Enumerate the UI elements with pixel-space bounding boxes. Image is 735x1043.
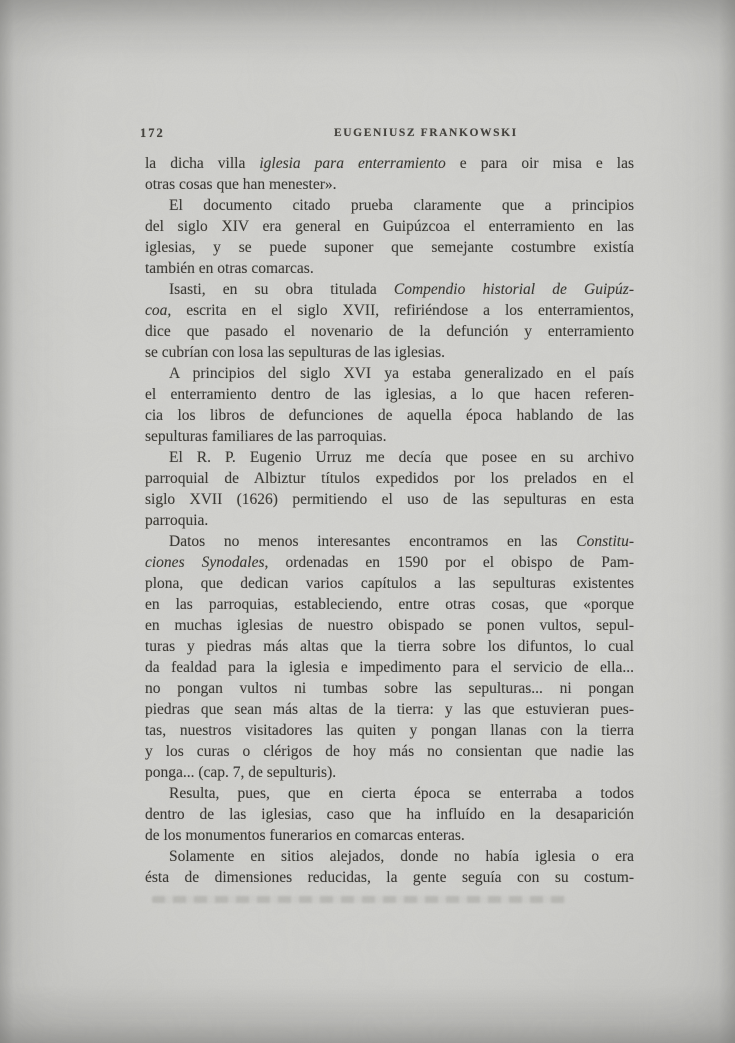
text-line [145,363,634,384]
text-line [145,741,634,762]
text-segment: piedras que sean más altas de la tierra: y las que estuvieran pues- [145,701,634,718]
text-line [145,237,634,258]
text-line [145,867,634,888]
text-line [145,552,634,573]
text-segment: se cubrían con losa las sepulturas de las iglesias. [145,344,446,361]
text-segment: cia los libros de defunciones de aquella época hablando de las [145,407,634,424]
text-line [145,573,634,594]
text-segment: Resulta, pues, que en cierta época se enterraba a todos [169,785,634,802]
text-line [145,195,634,216]
text-segment: e para oir misa e las [445,155,634,172]
paragraph [145,531,634,783]
page-number: 172 [140,126,165,140]
text-segment: dice que pasado el novenario de la defunción y enterramiento [145,323,634,340]
text-segment: turas y piedras más altas que la tierra sobre los difuntos, lo cual [145,638,634,655]
text-segment: Isasti, en su obra titulada [169,281,394,298]
body-text [145,153,634,888]
text-segment: ponga... (cap. 7, de sepulturis). [145,764,337,781]
paragraph [145,153,634,195]
text-line [145,153,634,174]
text-segment: otras cosas que han menester». [145,176,337,193]
text-segment: Solamente en sitios alejados, donde no había iglesia o era [169,848,634,865]
text-line [145,657,634,678]
text-line [145,216,634,237]
text-line [145,405,634,426]
text-segment: sepulturas familiares de las parroquias. [145,428,387,445]
text-segment: El documento citado prueba claramente que a principios [169,197,634,214]
text-line [145,594,634,615]
text-line [145,447,634,468]
text-line [145,510,634,531]
italic-text-segment: coa, [145,302,172,319]
text-line [145,762,634,783]
paragraph [145,279,634,363]
italic-text-segment: Compendio historial de Guipúz- [393,281,634,298]
text-segment: iglesias, y se puede suponer que semejante costumbre existía [145,239,634,256]
text-line [145,279,634,300]
text-line [145,783,634,804]
text-segment: da fealdad para la iglesia e impedimento para el servicio de ella... [145,659,634,676]
ink-bleedthrough-mark [152,896,566,903]
text-line [145,804,634,825]
text-line [145,720,634,741]
text-line [145,300,634,321]
text-line [145,426,634,447]
text-segment: dentro de las iglesias, caso que ha influído en la desaparición [145,806,634,823]
text-segment: plona, que dedican varios capítulos a las sepulturas existentes [145,575,634,592]
text-line [145,174,634,195]
text-segment: y los curas o clérigos de hoy más no consientan que nadie las [145,743,634,760]
text-segment: A principios del siglo XVI ya estaba generalizado en el país [169,365,634,382]
text-segment: , ordenadas en 1590 por el obispo de Pam- [264,554,634,571]
text-segment: el enterramiento dentro de las iglesias, a lo que hacen referen- [145,386,634,403]
paragraph [145,846,634,888]
text-line [145,384,634,405]
paragraph [145,195,634,279]
text-segment: parroquial de Albiztur títulos expedidos por los prelados en el [145,470,634,487]
text-line [145,636,634,657]
text-line [145,468,634,489]
text-segment: no pongan vultos ni tumbas sobre las sepulturas... ni pongan [145,680,634,697]
text-segment: escrita en el siglo XVII, refiriéndose a los enterramientos, [171,302,634,319]
text-segment: del siglo XIV era general en Guipúzcoa el enterramiento en las [145,218,634,235]
text-segment: ésta de dimensiones reducidas, la gente seguía con su costum- [145,869,634,886]
text-line [145,489,634,510]
paragraph [145,363,634,447]
text-line [145,678,634,699]
text-segment: tas, nuestros visitadores las quiten y pongan llanas con la tierra [145,722,634,739]
text-line [145,321,634,342]
italic-text-segment: Constitu- [576,533,634,550]
text-segment: de los monumentos funerarios en comarcas enteras. [145,827,465,844]
text-segment: Datos no menos interesantes encontramos en las [169,533,577,550]
text-segment: parroquia. [145,512,209,529]
text-line [145,825,634,846]
italic-text-segment: ciones Synodales [145,554,265,571]
text-line [145,342,634,363]
paragraph [145,783,634,846]
text-segment: siglo XVII (1626) permitiendo el uso de las sepulturas en esta [145,491,634,508]
text-segment: la dicha villa [145,155,260,172]
running-title: EUGENIUSZ FRANKOWSKI [334,127,518,139]
italic-text-segment: iglesia para enterramiento [259,155,446,172]
text-segment: también en otras comarcas. [145,260,314,277]
text-line [145,615,634,636]
text-segment: en las parroquias, estableciendo, entre otras cosas, que «porque [145,596,634,613]
text-line [145,846,634,867]
text-segment: El R. P. Eugenio Urruz me decía que posee en su archivo [169,449,634,466]
text-line [145,258,634,279]
text-segment: en muchas iglesias de nuestro obispado se ponen vultos, sepul- [145,617,634,634]
text-line [145,531,634,552]
text-line [145,699,634,720]
paragraph [145,447,634,531]
